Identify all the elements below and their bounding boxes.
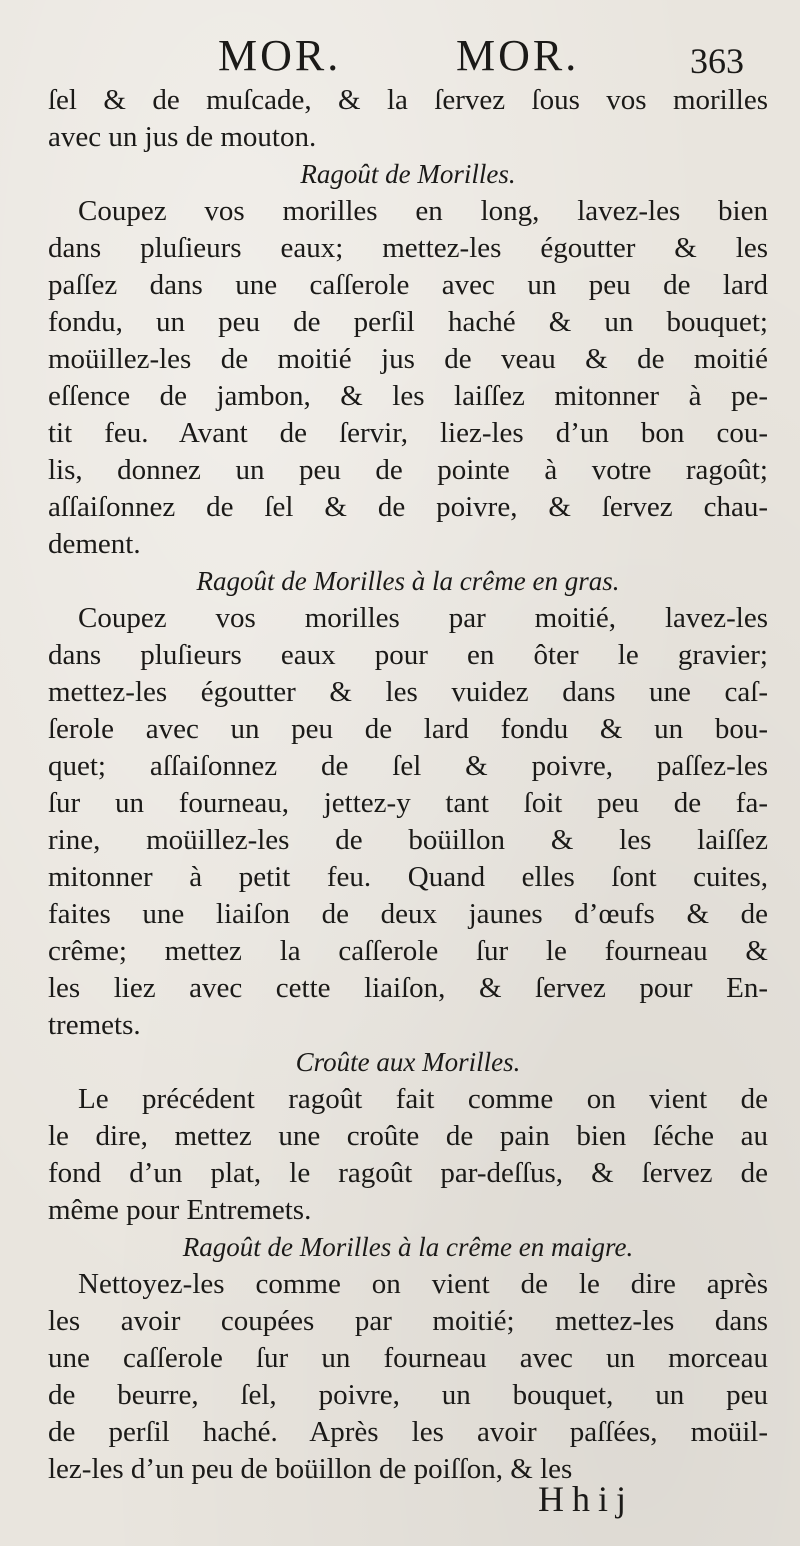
text-line: ſel & de muſcade, & la ſervez ſous vos morilles xyxy=(48,84,768,116)
text-line: eſſence de jambon, & les laiſſez mitonner à pe- xyxy=(48,380,768,412)
text-line: avec un jus de mouton. xyxy=(48,121,317,153)
text-line: faites une liaiſon de deux jaunes d’œufs & de xyxy=(48,898,768,930)
text-line: fond d’un plat, le ragoût par-deſſus, & ſervez de xyxy=(48,1157,768,1189)
text-line: lez-les d’un peu de boüillon de poiſſon, & les xyxy=(48,1453,573,1485)
text-line: dans pluſieurs eaux pour en ôter le gravier; xyxy=(48,639,768,671)
text-line: mettez-les égoutter & les vuidez dans une caſ- xyxy=(48,676,768,708)
running-header xyxy=(0,30,800,90)
text-line: les avoir coupées par moitié; mettez-les dans xyxy=(48,1305,768,1337)
text-line: Coupez vos morilles par moitié, lavez-les xyxy=(78,602,768,634)
text-line: une caſſerole ſur un fourneau avec un morceau xyxy=(48,1342,768,1374)
text-line: crême; mettez la caſſerole ſur le fourneau & xyxy=(48,935,768,967)
text-line: paſſez dans une caſſerole avec un peu de lard xyxy=(48,269,768,301)
text-line: Nettoyez-les comme on vient de le dire après xyxy=(78,1268,768,1300)
section-title: Ragoût de Morilles à la crême en maigre. xyxy=(182,1232,634,1262)
header-right-word: MOR. xyxy=(456,31,580,80)
text-line: tit feu. Avant de ſervir, liez-les d’un bon cou- xyxy=(48,417,768,449)
text-line: ſur un fourneau, jettez-y tant ſoit peu de fa- xyxy=(48,787,768,819)
text-line: lis, donnez un peu de pointe à votre ragoût; xyxy=(48,454,768,486)
section-title: Ragoût de Morilles. xyxy=(300,159,516,189)
text-line: aſſaiſonnez de ſel & de poivre, & ſervez chau- xyxy=(48,491,768,523)
text-line: dement. xyxy=(48,528,141,560)
text-line: rine, moüillez-les de boüillon & les laiſſez xyxy=(48,824,768,856)
signature-mark: Hhij xyxy=(538,1479,635,1519)
text-line: fondu, un peu de perſil haché & un bouquet; xyxy=(48,306,768,338)
page-body xyxy=(48,82,768,1488)
text-line: le dire, mettez une croûte de pain bien ſéche au xyxy=(48,1120,768,1152)
text-line: de perſil haché. Après les avoir paſſées, moüil- xyxy=(48,1416,768,1448)
text-line: de beurre, ſel, poivre, un bouquet, un peu xyxy=(48,1379,768,1411)
header-left-word: MOR. xyxy=(218,31,342,80)
text-line: quet; aſſaiſonnez de ſel & poivre, paſſez-les xyxy=(48,750,768,782)
text-line: dans pluſieurs eaux; mettez-les égoutter & les xyxy=(48,232,768,264)
text-line: ſerole avec un peu de lard fondu & un bou- xyxy=(48,713,768,745)
text-line: moüillez-les de moitié jus de veau & de moitié xyxy=(48,343,768,375)
section-title: Ragoût de Morilles à la crême en gras. xyxy=(196,566,620,596)
text-line: Coupez vos morilles en long, lavez-les bien xyxy=(78,195,768,227)
section-title: Croûte aux Morilles. xyxy=(295,1047,521,1077)
text-line: Le précédent ragoût fait comme on vient de xyxy=(78,1083,768,1115)
text-line: mitonner à petit feu. Quand elles ſont cuites, xyxy=(48,861,768,893)
text-line: tremets. xyxy=(48,1009,141,1041)
page-number: 363 xyxy=(690,41,744,81)
text-line: même pour Entremets. xyxy=(48,1194,312,1226)
text-line: les liez avec cette liaiſon, & ſervez pour En- xyxy=(48,972,768,1004)
